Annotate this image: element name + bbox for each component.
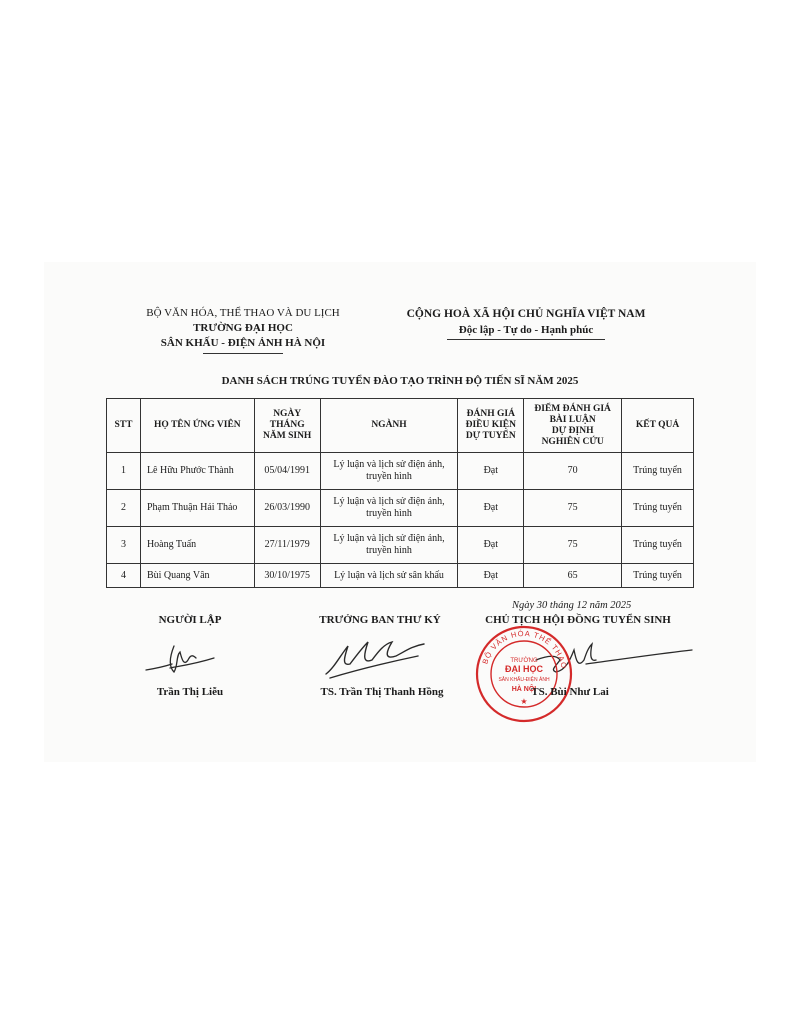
cell-major — [320, 527, 458, 564]
cell-name: Lê Hữu Phước Thành — [140, 453, 254, 490]
country-name: CỘNG HOÀ XÃ HỘI CHỦ NGHĨA VIỆT NAM — [406, 308, 646, 320]
chair-name: TS. Bùi Như Lai — [531, 686, 609, 698]
cell-score: 65 — [524, 564, 622, 588]
cell-eval: Đạt — [458, 527, 524, 564]
header-score-line: NGHIÊN CỨU — [541, 436, 604, 447]
results-table — [106, 398, 694, 588]
secretary-role: TRƯỞNG BAN THƯ KÝ — [319, 614, 441, 626]
cell-major — [320, 564, 458, 588]
seal-star-icon: ★ — [520, 697, 528, 706]
cell-eval: Đạt — [458, 490, 524, 527]
preparer-signature — [140, 638, 220, 680]
header-result: KẾT QUẢ — [622, 399, 694, 453]
cell-result: Trúng tuyển — [622, 490, 694, 527]
header-dob-line: NGÀY — [273, 409, 302, 419]
header-left — [128, 306, 358, 354]
cell-major-line: Lý luận và lịch sử điện ảnh, — [333, 459, 445, 470]
cell-score: 75 — [524, 490, 622, 527]
cell-eval: Đạt — [458, 453, 524, 490]
seal-text: HÀ NỘI — [511, 686, 537, 693]
cell-stt: 3 — [107, 527, 141, 564]
seal-text: SÂN KHẤU-ĐIỆN ẢNH — [498, 677, 550, 683]
cell-dob: 05/04/1991 — [254, 453, 320, 490]
cell-result: Trúng tuyển — [622, 527, 694, 564]
cell-name: Bùi Quang Vân — [140, 564, 254, 588]
cell-stt: 4 — [107, 564, 141, 588]
secretary-signature — [320, 634, 430, 682]
table-row — [107, 527, 694, 564]
header-dob-line: THÁNG — [269, 420, 305, 430]
header-stt: STT — [107, 399, 141, 453]
cell-major-line: Lý luận và lịch sử sân khấu — [334, 569, 444, 581]
table-row — [107, 453, 694, 490]
cell-name: Phạm Thuận Hải Thảo — [140, 490, 254, 527]
preparer-name: Trần Thị Liễu — [156, 686, 224, 698]
header-major: NGÀNH — [320, 399, 458, 453]
document-title: DANH SÁCH TRÚNG TUYỂN ĐÀO TẠO TRÌNH ĐỘ TIẾN SĨ NĂM 2025 — [221, 375, 579, 387]
national-motto: Độc lập - Tự do - Hạnh phúc — [447, 322, 605, 340]
header-score — [524, 399, 622, 453]
cell-result: Trúng tuyển — [622, 453, 694, 490]
table-header-row — [107, 399, 694, 453]
cell-dob: 27/11/1979 — [254, 527, 320, 564]
cell-major-line: truyền hình — [366, 545, 412, 556]
header-right — [400, 306, 652, 340]
cell-major-line: truyền hình — [366, 471, 412, 482]
seal-arc-text: BỘ VĂN HÓA THỂ THAO — [480, 628, 569, 670]
header-eval — [458, 399, 524, 453]
cell-eval: Đạt — [458, 564, 524, 588]
header-left-underline — [203, 353, 283, 354]
cell-result: Trúng tuyển — [622, 564, 694, 588]
cell-score: 70 — [524, 453, 622, 490]
cell-dob: 30/10/1975 — [254, 564, 320, 588]
signing-date: Ngày 30 tháng 12 năm 2025 — [512, 600, 632, 611]
header-eval-line: DỰ TUYỂN — [465, 431, 516, 441]
cell-score: 75 — [524, 527, 622, 564]
cell-major-line: truyền hình — [366, 508, 412, 519]
secretary-name: TS. Trần Thị Thanh Hồng — [320, 686, 444, 698]
cell-stt: 1 — [107, 453, 141, 490]
school-name-line2: SÂN KHẤU - ĐIỆN ẢNH HÀ NỘI — [160, 337, 326, 349]
cell-name: Hoàng Tuấn — [140, 527, 254, 564]
header-name: HỌ TÊN ỨNG VIÊN — [140, 399, 254, 453]
table-row — [107, 490, 694, 527]
seal-text: ĐẠI HỌC — [505, 664, 543, 674]
cell-major — [320, 490, 458, 527]
preparer-role: NGƯỜI LẬP — [158, 614, 222, 626]
table-row — [107, 564, 694, 588]
header-eval-line: ĐÁNH GIÁ — [466, 409, 515, 419]
header-dob — [254, 399, 320, 453]
chair-role: CHỦ TỊCH HỘI ĐỒNG TUYỂN SINH — [485, 614, 671, 626]
cell-major-line: Lý luận và lịch sử điện ảnh, — [333, 496, 445, 507]
school-name-line1: TRƯỜNG ĐẠI HỌC — [193, 322, 293, 334]
header-score-line: BÀI LUẬN — [549, 414, 596, 425]
cell-major — [320, 453, 458, 490]
seal-text: TRƯỜNG — [510, 658, 538, 664]
cell-major-line: Lý luận và lịch sử điện ảnh, — [333, 533, 445, 544]
header-score-line: DỰ ĐỊNH — [551, 425, 594, 436]
header-eval-line: ĐIỀU KIỆN — [465, 420, 516, 430]
ministry-name: BỘ VĂN HÓA, THỂ THAO VÀ DU LỊCH — [146, 307, 340, 319]
official-seal — [474, 624, 574, 724]
header-score-line: ĐIỂM ĐÁNH GIÁ — [534, 403, 611, 414]
cell-stt: 2 — [107, 490, 141, 527]
header-dob-line: NĂM SINH — [263, 431, 312, 441]
cell-dob: 26/03/1990 — [254, 490, 320, 527]
